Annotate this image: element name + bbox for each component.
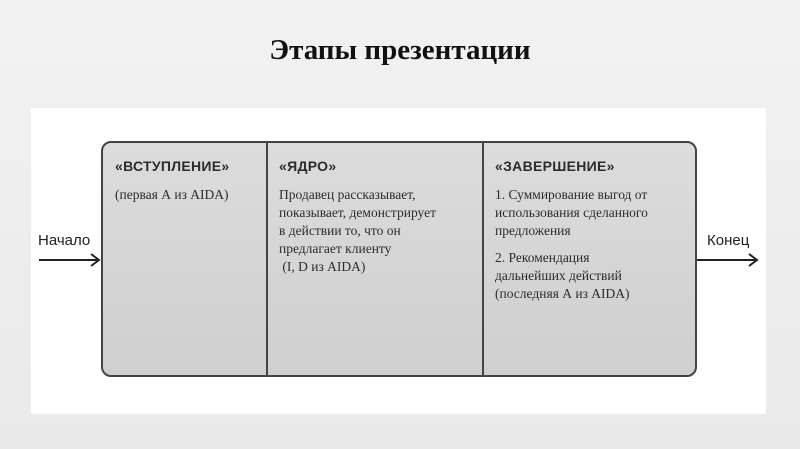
stage-text-line: дальнейших действий bbox=[495, 268, 622, 283]
stage-heading: «ЗАВЕРШЕНИЕ» bbox=[495, 158, 615, 174]
process-diagram bbox=[31, 108, 766, 414]
stages-box bbox=[101, 141, 697, 377]
stage-text-line: 2. Рекомендация bbox=[495, 250, 590, 265]
end-label: Конец bbox=[707, 232, 750, 249]
stage-text-line: использования сделанного bbox=[495, 205, 648, 220]
stage-heading: «ЯДРО» bbox=[279, 158, 337, 174]
stage-text-line: (первая А из AIDA) bbox=[115, 187, 229, 202]
stage-text-line: в действии то, что он bbox=[279, 223, 401, 238]
stage-intro bbox=[115, 157, 265, 204]
stage-closing bbox=[495, 157, 695, 303]
stage-text-line: предложения bbox=[495, 223, 571, 238]
stage-text-line: 1. Суммирование выгод от bbox=[495, 187, 648, 202]
divider bbox=[266, 143, 268, 375]
stage-text-line: предлагает клиенту bbox=[279, 241, 392, 256]
stage-text-line: показывает, демонстрирует bbox=[279, 205, 436, 220]
stage-heading: «ВСТУПЛЕНИЕ» bbox=[115, 158, 230, 174]
divider bbox=[482, 143, 484, 375]
start-label: Начало bbox=[38, 232, 91, 249]
stage-core bbox=[279, 157, 475, 276]
stage-text-line: Продавец рассказывает, bbox=[279, 187, 416, 202]
slide-title: Этапы презентации bbox=[269, 34, 531, 66]
stage-text-line: (последняя А из AIDA) bbox=[495, 286, 630, 301]
stage-text-line: (I, D из AIDA) bbox=[279, 259, 366, 274]
